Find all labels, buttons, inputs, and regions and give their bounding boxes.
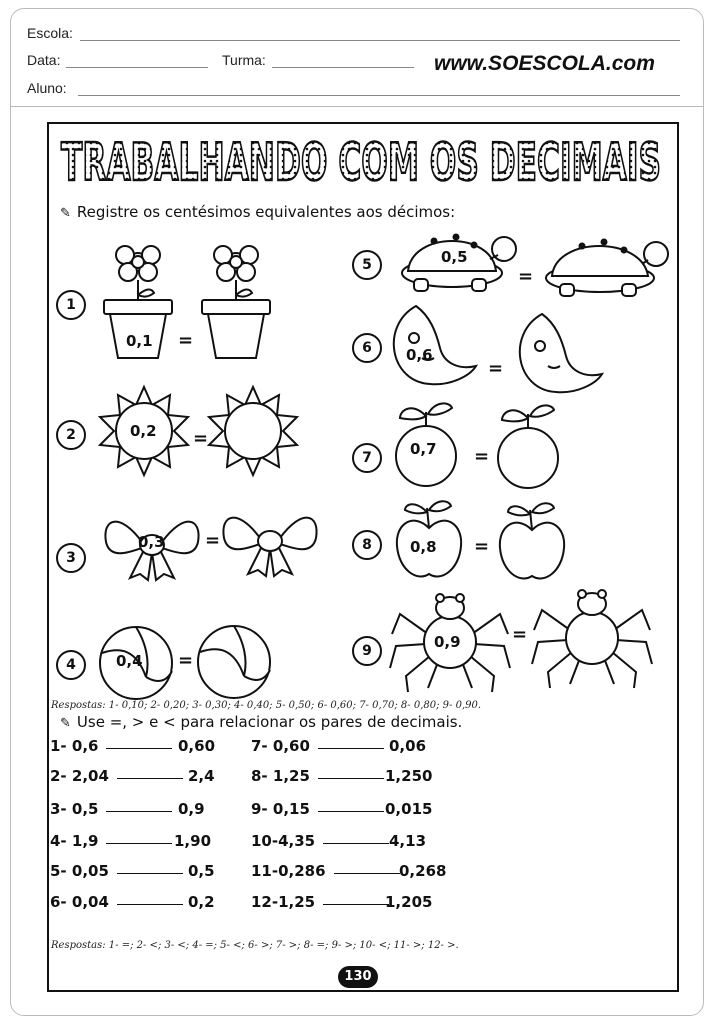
date-label: Data: xyxy=(27,52,61,68)
class-field[interactable] xyxy=(272,67,414,68)
comparison-right-number: 0,5 xyxy=(188,862,215,880)
comparison-left-number: 8- 1,25 xyxy=(251,767,310,785)
comparison-right-number: 1,250 xyxy=(385,767,433,785)
pencil-icon: ✎ xyxy=(60,716,71,731)
exercise-number: 5 xyxy=(352,250,382,280)
answer-blank[interactable] xyxy=(106,811,172,812)
website-link[interactable]: www.SOESCOLA.com xyxy=(434,52,655,75)
equals-sign: = xyxy=(178,330,194,351)
comparison-right-number: 0,2 xyxy=(188,893,215,911)
equals-sign: = xyxy=(205,530,221,551)
equals-sign: = xyxy=(178,650,194,671)
exercise-value: 0,6 xyxy=(406,346,433,364)
answer-blank[interactable] xyxy=(106,748,172,749)
equals-sign: = xyxy=(474,536,490,557)
sun-icon xyxy=(207,385,299,477)
school-label: Escola: xyxy=(27,25,73,41)
comparison-left-number: 10-4,35 xyxy=(251,832,316,850)
answer-blank[interactable] xyxy=(318,811,384,812)
comparison-right-number: 0,06 xyxy=(389,737,427,755)
answer-blank[interactable] xyxy=(334,873,400,874)
comparison-left-number: 1- 0,6 xyxy=(50,737,99,755)
comparison-row xyxy=(251,737,427,755)
comparison-row xyxy=(251,893,433,911)
bow-icon xyxy=(218,508,322,578)
exercise-number: 6 xyxy=(352,333,382,363)
page-number: 130 xyxy=(338,966,378,988)
comparison-row xyxy=(50,832,212,850)
answers-part-2: Respostas: 1- =; 2- <; 3- <; 4- =; 5- <; 6- >; 7- >; 8- =; 9- >; 10- <; 11- >; 12- >. xyxy=(51,940,459,951)
svg-text:TRABALHANDO COM OS DECIMAIS: TRABALHANDO COM OS DECIMAIS xyxy=(61,133,661,192)
exercise-value: 0,2 xyxy=(130,422,157,440)
pencil-icon: ✎ xyxy=(60,206,71,221)
equals-sign: = xyxy=(488,358,504,379)
comparison-right-number: 0,015 xyxy=(385,800,433,818)
instruction-2-text: Use =, > e < para relacionar os pares de decimais. xyxy=(76,713,463,731)
comparison-right-number: 0,9 xyxy=(178,800,205,818)
comparison-left-number: 9- 0,15 xyxy=(251,800,310,818)
equals-sign: = xyxy=(474,446,490,467)
answer-blank[interactable] xyxy=(106,843,172,844)
comparison-row xyxy=(50,893,215,911)
moon-icon xyxy=(386,302,480,388)
exercise-number: 4 xyxy=(56,650,86,680)
exercise-number: 1 xyxy=(56,290,86,320)
exercise-number: 9 xyxy=(352,636,382,666)
exercise-value: 0,5 xyxy=(441,248,468,266)
date-field[interactable] xyxy=(66,67,208,68)
school-field[interactable] xyxy=(80,40,680,41)
comparison-left-number: 2- 2,04 xyxy=(50,767,109,785)
exercise-number: 8 xyxy=(352,530,382,560)
answer-blank[interactable] xyxy=(117,904,183,905)
exercise-value: 0,4 xyxy=(116,652,143,670)
answer-blank[interactable] xyxy=(323,843,389,844)
instruction-1-text: Registre os centésimos equivalentes aos décimos: xyxy=(76,203,456,221)
exercise-value: 0,9 xyxy=(434,633,461,651)
answers-part-1: Respostas: 1- 0,10; 2- 0,20; 3- 0,30; 4- 0,40; 5- 0,50; 6- 0,60; 7- 0,70; 8- 0,80; 9- 0,90. xyxy=(51,700,482,711)
comparison-right-number: 4,13 xyxy=(389,832,427,850)
comparison-right-number: 1,205 xyxy=(385,893,433,911)
comparison-row xyxy=(50,862,215,880)
comparison-right-number: 2,4 xyxy=(188,767,215,785)
comparison-left-number: 7- 0,60 xyxy=(251,737,310,755)
comparison-right-number: 0,60 xyxy=(178,737,216,755)
comparison-row xyxy=(50,737,216,755)
exercise-number: 2 xyxy=(56,420,86,450)
answer-blank[interactable] xyxy=(318,748,384,749)
comparison-row xyxy=(50,800,205,818)
exercise-number: 7 xyxy=(352,443,382,473)
orange-icon xyxy=(494,400,566,492)
answer-blank[interactable] xyxy=(117,873,183,874)
comparison-right-number: 0,268 xyxy=(399,862,447,880)
comparison-left-number: 5- 0,05 xyxy=(50,862,109,880)
ball-icon xyxy=(194,622,274,702)
comparison-row xyxy=(50,767,215,785)
instruction-2 xyxy=(60,713,462,731)
exercise-value: 0,8 xyxy=(410,538,437,556)
class-label: Turma: xyxy=(222,52,266,68)
comparison-left-number: 11-0,286 xyxy=(251,862,326,880)
comparison-left-number: 3- 0,5 xyxy=(50,800,99,818)
worksheet-title xyxy=(58,128,664,192)
equals-sign: = xyxy=(193,428,209,449)
exercise-value: 0,3 xyxy=(138,533,165,551)
answer-blank[interactable] xyxy=(323,904,389,905)
equals-sign: = xyxy=(518,266,534,287)
apple-icon xyxy=(496,496,568,586)
comparison-row xyxy=(251,862,447,880)
instruction-1 xyxy=(60,203,455,221)
comparison-row xyxy=(251,767,433,785)
comparison-right-number: 1,90 xyxy=(174,832,212,850)
spider-icon xyxy=(530,580,654,692)
comparison-row xyxy=(251,832,427,850)
comparison-left-number: 6- 0,04 xyxy=(50,893,109,911)
exercise-number: 3 xyxy=(56,543,86,573)
equals-sign: = xyxy=(512,624,528,645)
exercise-value: 0,7 xyxy=(410,440,437,458)
comparison-left-number: 4- 1,9 xyxy=(50,832,99,850)
student-field[interactable] xyxy=(78,95,680,96)
header-divider xyxy=(10,106,704,107)
turtle-icon xyxy=(538,230,672,302)
answer-blank[interactable] xyxy=(318,778,384,779)
exercise-value: 0,1 xyxy=(126,332,153,350)
answer-blank[interactable] xyxy=(117,778,183,779)
comparison-row xyxy=(251,800,433,818)
student-label: Aluno: xyxy=(27,80,67,96)
moon-icon xyxy=(512,310,606,396)
flower-pot-icon xyxy=(196,240,276,360)
comparison-left-number: 12-1,25 xyxy=(251,893,316,911)
